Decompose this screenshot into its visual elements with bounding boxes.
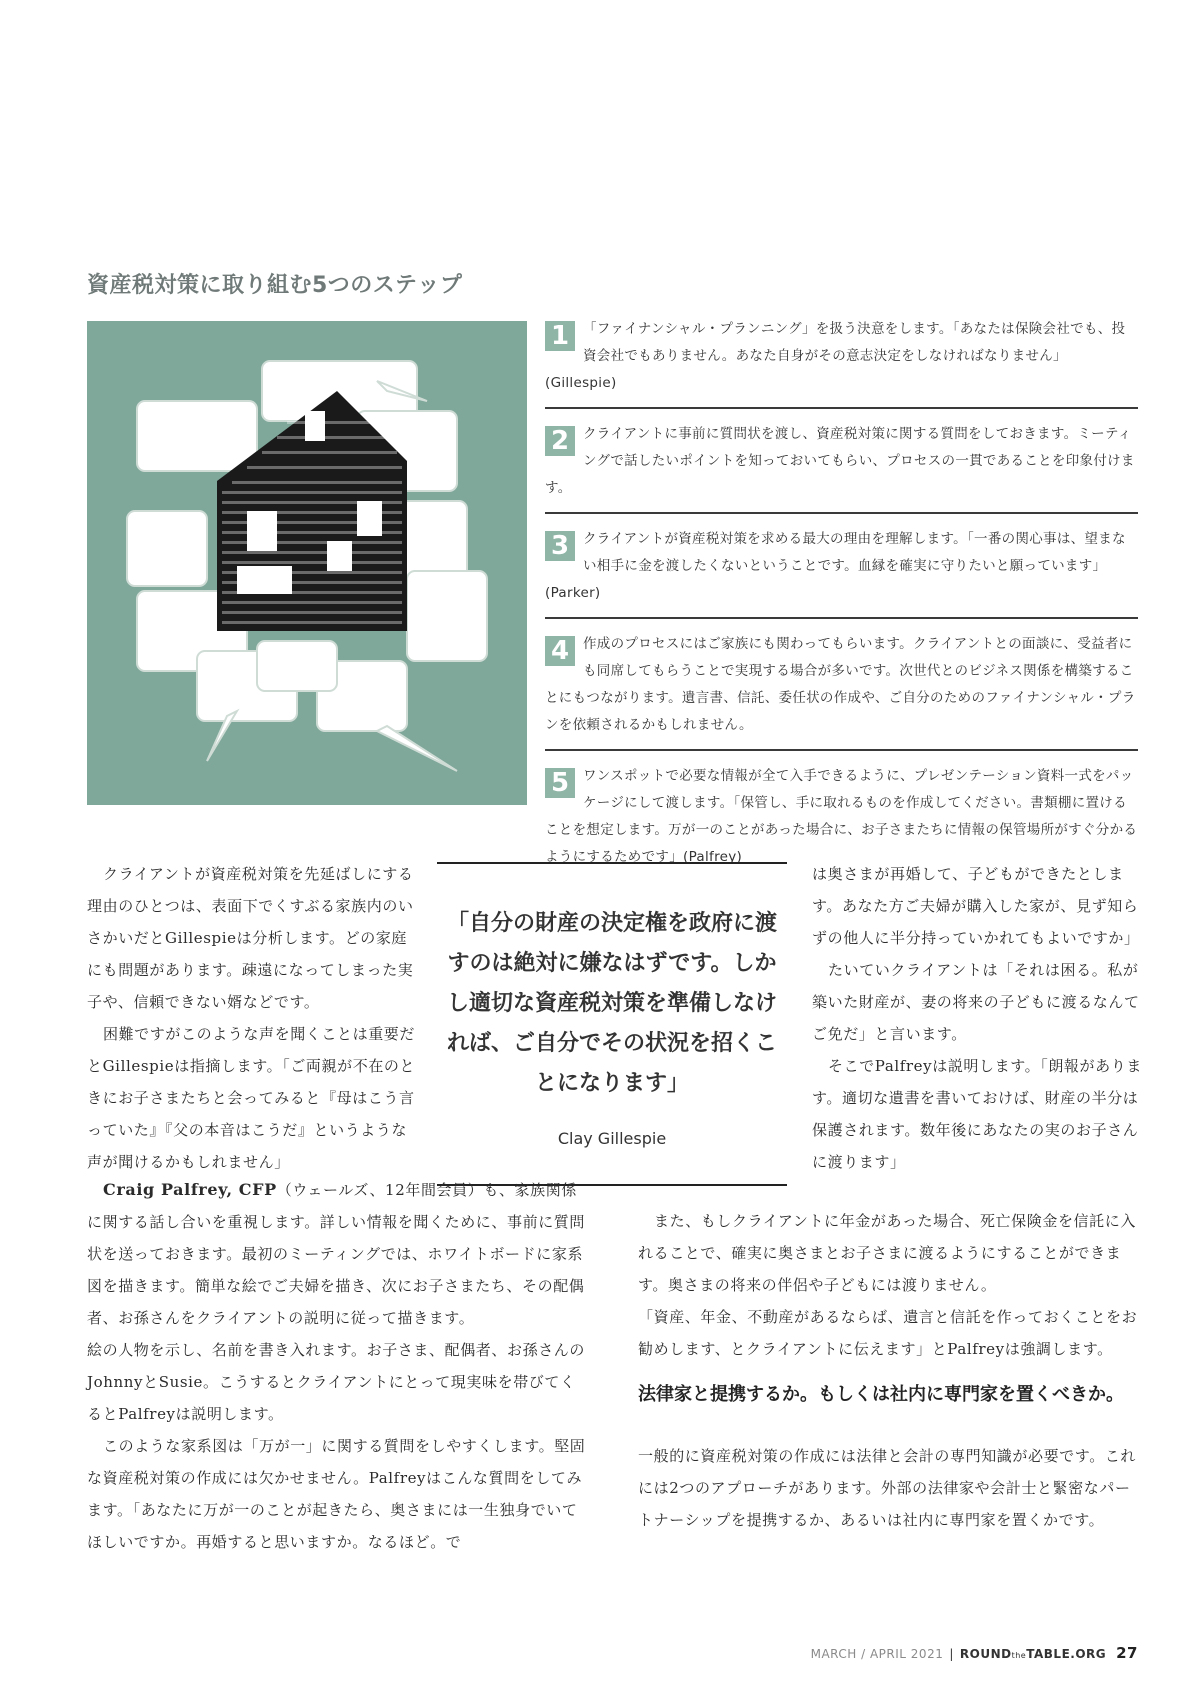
step-item [545, 526, 1138, 619]
body-column-right-bottom [638, 1205, 1138, 1365]
issue-date: MARCH / APRIL 2021 [810, 1647, 944, 1661]
paragraph: また、もしクライアントに年金があった場合、死亡保険金を信託に入れることで、確実に奥さまとお子さまに渡るようにすることができます。奥さまの将来の伴侶や子どもには渡りません。 [638, 1212, 1136, 1294]
paragraph: 絵の人物を示し、名前を書き入れます。お子さま、配偶者、お孫さんのJohnnyとSusie。こうするとクライアントにとって現実味を帯びてくるとPalfreyは説明します。 [87, 1341, 586, 1423]
paragraph: は奥さまが再婚して、子どもができたとします。あなた方ご夫婦が購入した家が、見ず知らずの他人に半分持っていかれてもよいですか」 [812, 865, 1140, 947]
person-name: Craig Palfrey, CFP [103, 1180, 277, 1199]
steps-list [545, 316, 1138, 893]
body-column-left-top [87, 858, 417, 1178]
pull-quote-text: 「自分の財産の決定権を政府に渡すのは絶対に嫌なはずです。しかし適切な資産税対策を準備しなければ、ご自分でその状況を招くことになります」 [446, 911, 777, 1096]
paragraph: 「資産、年金、不動産があるならば、遺言と信託を作っておくことをお勧めします、とクライアントに伝えます」とPalfreyは強調します。 [638, 1308, 1138, 1358]
paragraph: 困難ですがこのような声を聞くことは重要だとGillespieは指摘します。「ご両親が不在のときにお子さまたちと会ってみると『母はこう言っていた』『父の本音はこうだ』というような声が聞けるかもしれません」 [87, 1025, 416, 1171]
step-number-badge: 4 [545, 636, 575, 666]
publication-brand [960, 1647, 1106, 1661]
body-column-right-top [812, 858, 1142, 1178]
step-item [545, 631, 1138, 751]
step-text: ワンスポットで必要な情報が全て入手できるように、プレゼンテーション資料一式をパッケージにして渡します。「保管し、手に取れるものを作成してください。書類棚に置けることを想定します。万が一のことがあった場合に、お子さまたちに情報の保管場所がすぐ分かるようにするためです」(Palfrey) [545, 768, 1138, 865]
paragraph: クライアントが資産税対策を先延ばしにする理由のひとつは、表面下でくすぶる家族内のいさかいだとGillespieは分析します。どの家庭にも問題があります。疎遠になってしまった実子や、信頼できない婿などです。 [87, 865, 414, 1011]
body-column-right-final [638, 1440, 1138, 1536]
house-illustration-svg [87, 321, 527, 805]
paragraph-text: （ウェールズ、12年間会員）も、家族関係に関する話し合いを重視します。詳しい情報を聞くために、事前に質問状を送っておきます。最初のミーティングでは、ホワイトボードに家系図を描きます。簡単な絵でご夫婦を描き、次にお子さまたち、その配偶者、お孫さんをクライアントの説明に従って描きます。 [87, 1181, 586, 1327]
illustration-house-speech-bubbles [87, 321, 527, 805]
step-text: クライアントに事前に質問状を渡し、資産税対策に関する質問をしておきます。ミーティングで話したいポイントを知っておいてもらい、プロセスの一貫であることを印象付けます。 [545, 426, 1135, 496]
subheading: 法律家と提携するか。もしくは社内に専門家を置くべきか。 [638, 1384, 1124, 1405]
step-number-badge: 2 [545, 426, 575, 456]
page-footer [811, 1644, 1138, 1662]
pull-quote-author: Clay Gillespie [557, 1129, 667, 1148]
step-text: 「ファイナンシャル・プランニング」を扱う決意をします。「あなたは保険会社でも、投資会社でもありません。あなた自身がその意志決定をしなければなりません」(Gillespie) [545, 321, 1126, 391]
step-number-badge: 5 [545, 768, 575, 798]
step-item [545, 316, 1138, 409]
step-text: 作成のプロセスにはご家族にも関わってもらいます。クライアントとの面談に、受益者にも同席してもらうことで実現する場合が多いです。次世代とのビジネス関係を構築することにもつながります。遺言書、信託、委任状の作成や、ご自分のためのファイナンシャル・プランを依頼されるかもしれません。 [545, 636, 1136, 733]
paragraph: そこでPalfreyは説明します。「朗報があります。適切な遺書を書いておけば、財産の半分は保護されます。数年後にあなたの実のお子さんに渡ります」 [812, 1057, 1142, 1171]
brand-part: ROUND [959, 1647, 1012, 1661]
page-number: 27 [1116, 1644, 1138, 1662]
brand-part: TABLE.ORG [1026, 1647, 1107, 1661]
section-title: 資産税対策に取り組む5つのステップ [87, 273, 463, 298]
step-text: クライアントが資産税対策を求める最大の理由を理解します。「一番の関心事は、望まない相手に金を渡したくないということです。血縁を確実に守りたいと願っています」(Parker) [545, 531, 1126, 601]
step-number-badge: 1 [545, 321, 575, 351]
step-number-badge: 3 [545, 531, 575, 561]
paragraph [87, 1174, 587, 1334]
body-column-left-bottom [87, 1174, 587, 1558]
footer-separator: | [949, 1647, 954, 1661]
pull-quote [437, 862, 787, 1186]
step-item [545, 421, 1138, 514]
paragraph: 一般的に資産税対策の作成には法律と会計の専門知識が必要です。これには2つのアプローチがあります。外部の法律家や会計士と緊密なパートナーシップを提携するか、あるいは社内に専門家を置くかです。 [638, 1447, 1137, 1529]
brand-part: the [1011, 1651, 1027, 1660]
paragraph: このような家系図は「万が一」に関する質問をしやすくします。堅固な資産税対策の作成には欠かせません。Palfreyはこんな質問をしてみます。「あなたに万が一のことが起きたら、奥さまには一生独身でいてほしいですか。再婚すると思いますか。なるほど。で [87, 1437, 586, 1551]
paragraph: たいていクライアントは「それは困る。私が築いた財産が、妻の将来の子どもに渡るなんてご免だ」と言います。 [812, 961, 1140, 1043]
